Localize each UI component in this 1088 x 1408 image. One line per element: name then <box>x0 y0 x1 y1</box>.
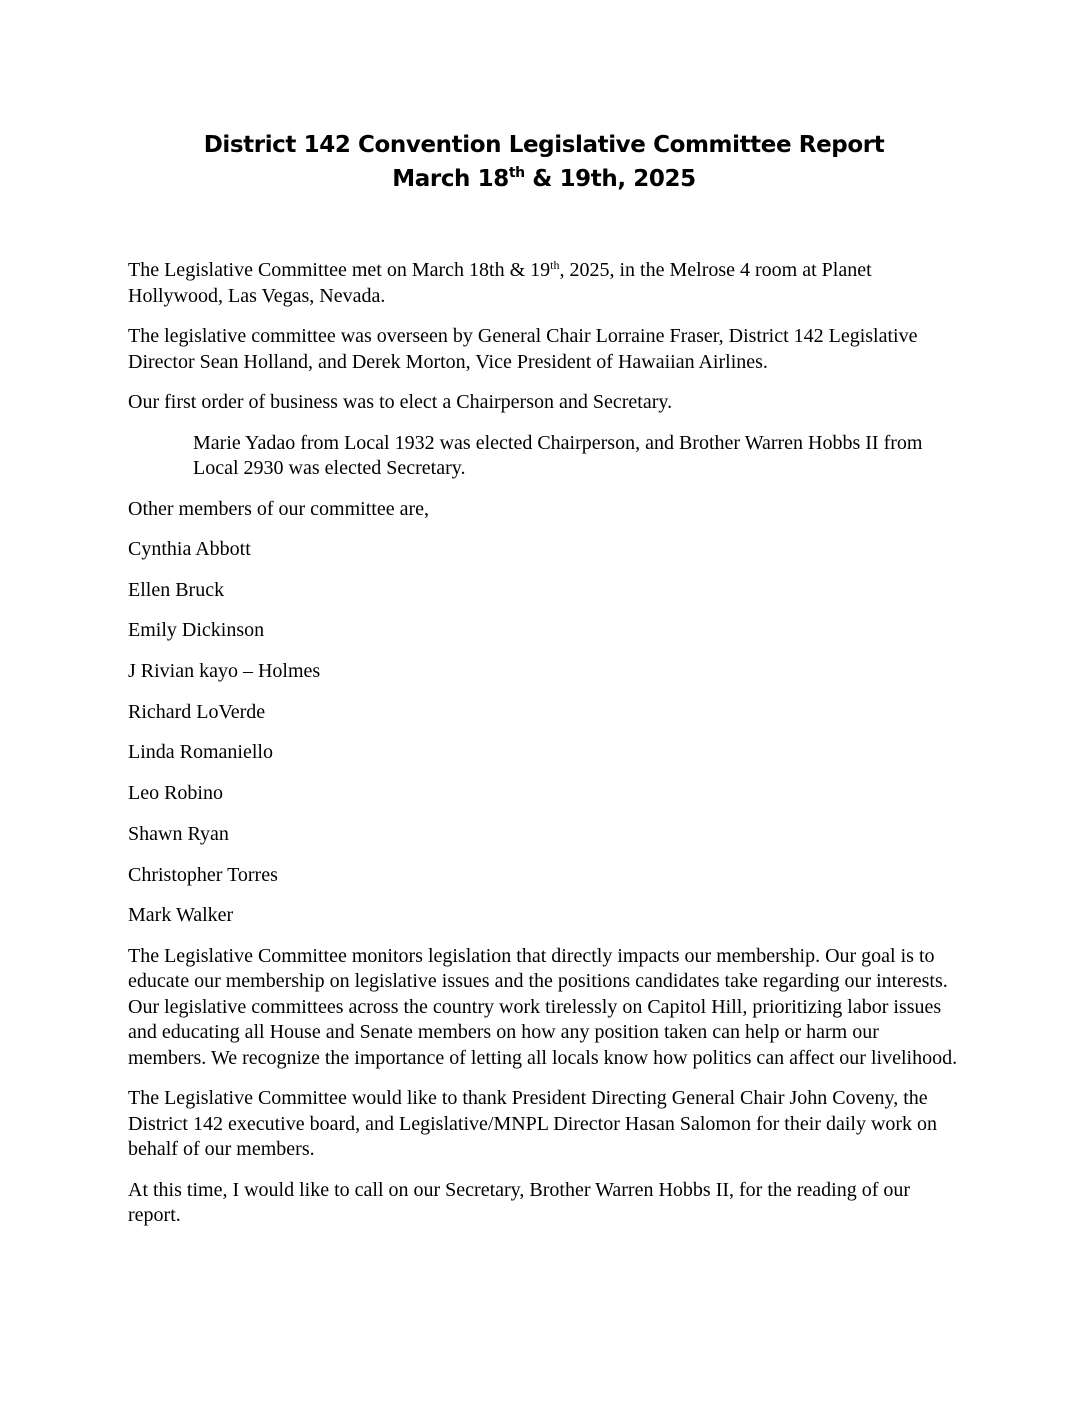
title-date-suffix: th <box>508 165 525 181</box>
member-name: J Rivian kayo – Holmes <box>128 660 321 683</box>
closing-paragraph: At this time, I would like to call on our Secretary, Brother Warren Hobbs II, for the reading of our report. <box>128 1178 911 1227</box>
member-name: Christopher Torres <box>128 863 278 886</box>
election-paragraph: Marie Yadao from Local 1932 was elected Chairperson, and Brother Warren Hobbs II from Local 2930 was elected Secretary. <box>193 431 923 479</box>
member-name: Emily Dickinson <box>128 619 265 642</box>
thanks-paragraph: The Legislative Committee would like to thank President Directing General Chair John Coveny, the District 142 executive board, and Legislative/MNPL Director Hasan Salomon for their daily work on behalf of our members. <box>128 1087 938 1161</box>
meeting-paragraph <box>128 258 958 309</box>
report-title <box>0 128 1088 196</box>
mission-paragraph: The Legislative Committee monitors legislation that directly impacts our membership. Our goal is to educate our membership on legislative issues and the positions candidates take regarding our interests. Our legislative committees across the country work tirelessly on Capitol Hill, prioritizing labor issues and educating all House and Senate members on how any position taken can help or harm our members. We recognize the importance of letting all locals know how politics can affect our livelihood. <box>128 944 958 1069</box>
meeting-text-start: The Legislative Committee met on March 18th & 19 <box>128 259 551 281</box>
member-name: Shawn Ryan <box>128 822 229 845</box>
first-business-paragraph: Our first order of business was to elect a Chairperson and Secretary. <box>128 391 673 413</box>
member-name: Linda Romaniello <box>128 741 273 764</box>
member-name: Cynthia Abbott <box>128 538 251 560</box>
oversight-paragraph: The legislative committee was overseen by General Chair Lorraine Fraser, District 142 Legislative Director Sean Holland, and Derek Morton, Vice President of Hawaiian Airlines. <box>128 325 918 373</box>
report-body <box>128 258 958 1244</box>
member-list <box>128 537 958 929</box>
member-name: Richard LoVerde <box>128 700 266 723</box>
meeting-text-end: , 2025, in the Melrose 4 room at Planet Hollywood, Las Vegas, Nevada. <box>128 259 872 307</box>
title-date-start: March 18 <box>392 166 509 192</box>
member-name: Ellen Bruck <box>128 578 225 601</box>
title-date-end: & 19th, 2025 <box>524 166 696 192</box>
title-line-2 <box>0 162 1088 196</box>
member-name: Leo Robino <box>128 782 223 805</box>
other-members-intro: Other members of our committee are, <box>128 497 429 520</box>
title-line-1: District 142 Convention Legislative Committee Report <box>203 132 885 158</box>
member-name: Mark Walker <box>128 904 234 927</box>
meeting-date-suffix: th <box>550 258 560 272</box>
